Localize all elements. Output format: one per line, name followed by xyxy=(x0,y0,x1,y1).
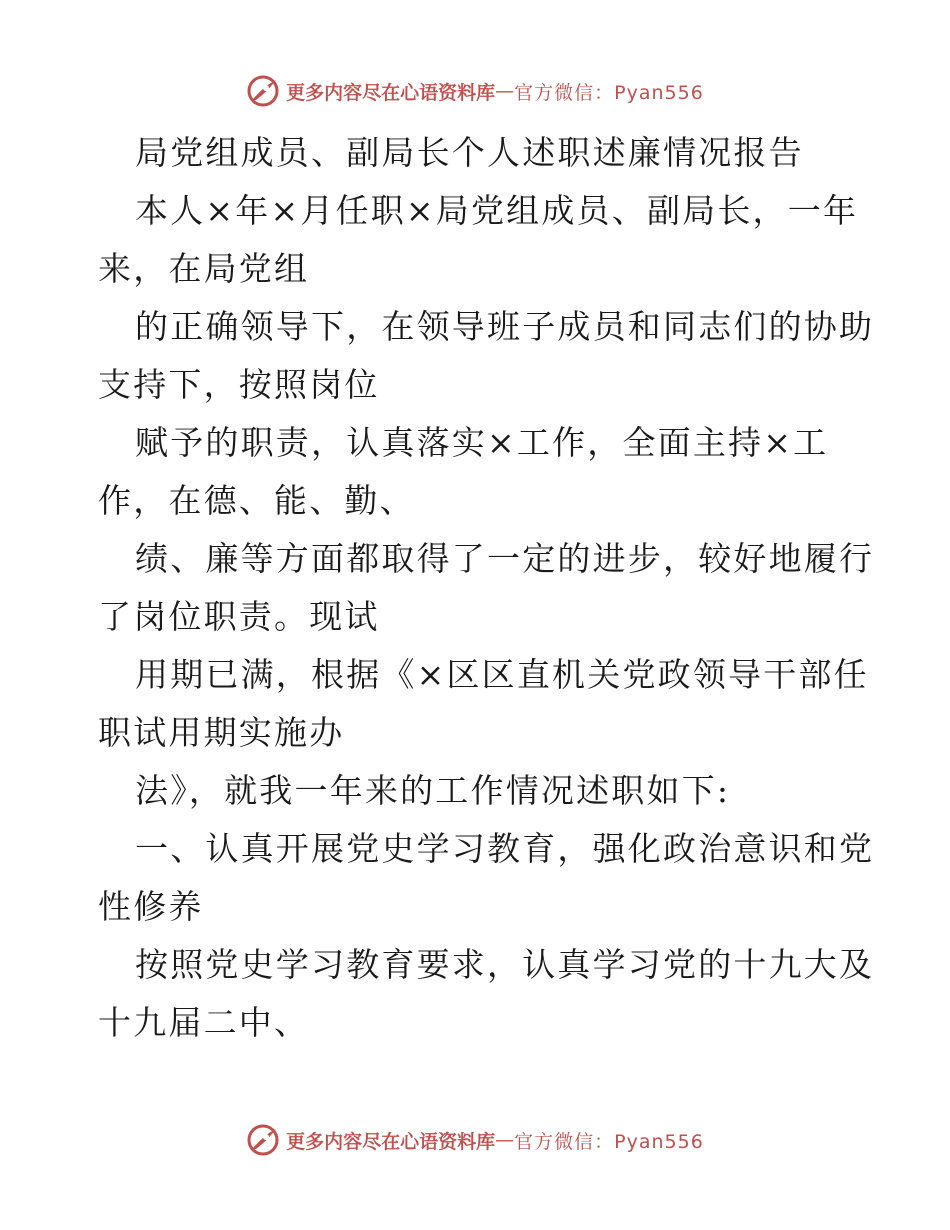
paragraph-line: 十九届二中、 xyxy=(98,1003,310,1042)
paragraph-line: 了岗位职责。现试 xyxy=(98,597,380,636)
paragraph-line: 本人×年×月任职×局党组成员、副局长，一年 xyxy=(135,191,859,230)
paragraph-line: 的正确领导下，在领导班子成员和同志们的协助 xyxy=(135,307,875,346)
section-heading-continuation: 性修养 xyxy=(98,887,204,926)
watermark-separator: — xyxy=(495,1129,515,1151)
paragraph-line: 职试用期实施办 xyxy=(98,713,345,752)
quill-logo-icon xyxy=(246,74,280,108)
paragraph-line: 绩、廉等方面都取得了一定的进步，较好地履行 xyxy=(135,539,875,578)
paragraph-line: 支持下，按照岗位 xyxy=(98,365,380,404)
section-heading: 一、认真开展党史学习教育，强化政治意识和党 xyxy=(135,829,875,868)
watermark-text xyxy=(286,78,704,105)
document-body xyxy=(98,124,875,1052)
paragraph-line: 用期已满，根据《×区区直机关党政领导干部任 xyxy=(135,655,869,694)
paragraph-line: 来，在局党组 xyxy=(98,249,310,288)
document-title: 局党组成员、副局长个人述职述廉情况报告 xyxy=(135,133,804,172)
paragraph-line: 作，在德、能、勤、 xyxy=(98,481,415,520)
watermark-main-text: 更多内容尽在心语资料库 xyxy=(286,1130,496,1153)
watermark-separator: — xyxy=(495,80,515,102)
watermark-text xyxy=(286,1127,704,1154)
paragraph-line: 按照党史学习教育要求，认真学习党的十九大及 xyxy=(135,945,875,984)
watermark-wechat-text: 官方微信：Pyan556 xyxy=(514,81,704,104)
watermark-wechat-text: 官方微信：Pyan556 xyxy=(514,1130,704,1153)
paragraph-line: 赋予的职责，认真落实×工作，全面主持×工 xyxy=(135,423,829,462)
quill-logo-icon xyxy=(246,1123,280,1157)
header-watermark xyxy=(0,71,950,111)
footer-watermark xyxy=(0,1120,950,1160)
watermark-main-text: 更多内容尽在心语资料库 xyxy=(286,81,496,104)
paragraph-line: 法》，就我一年来的工作情况述职如下: xyxy=(135,771,731,810)
